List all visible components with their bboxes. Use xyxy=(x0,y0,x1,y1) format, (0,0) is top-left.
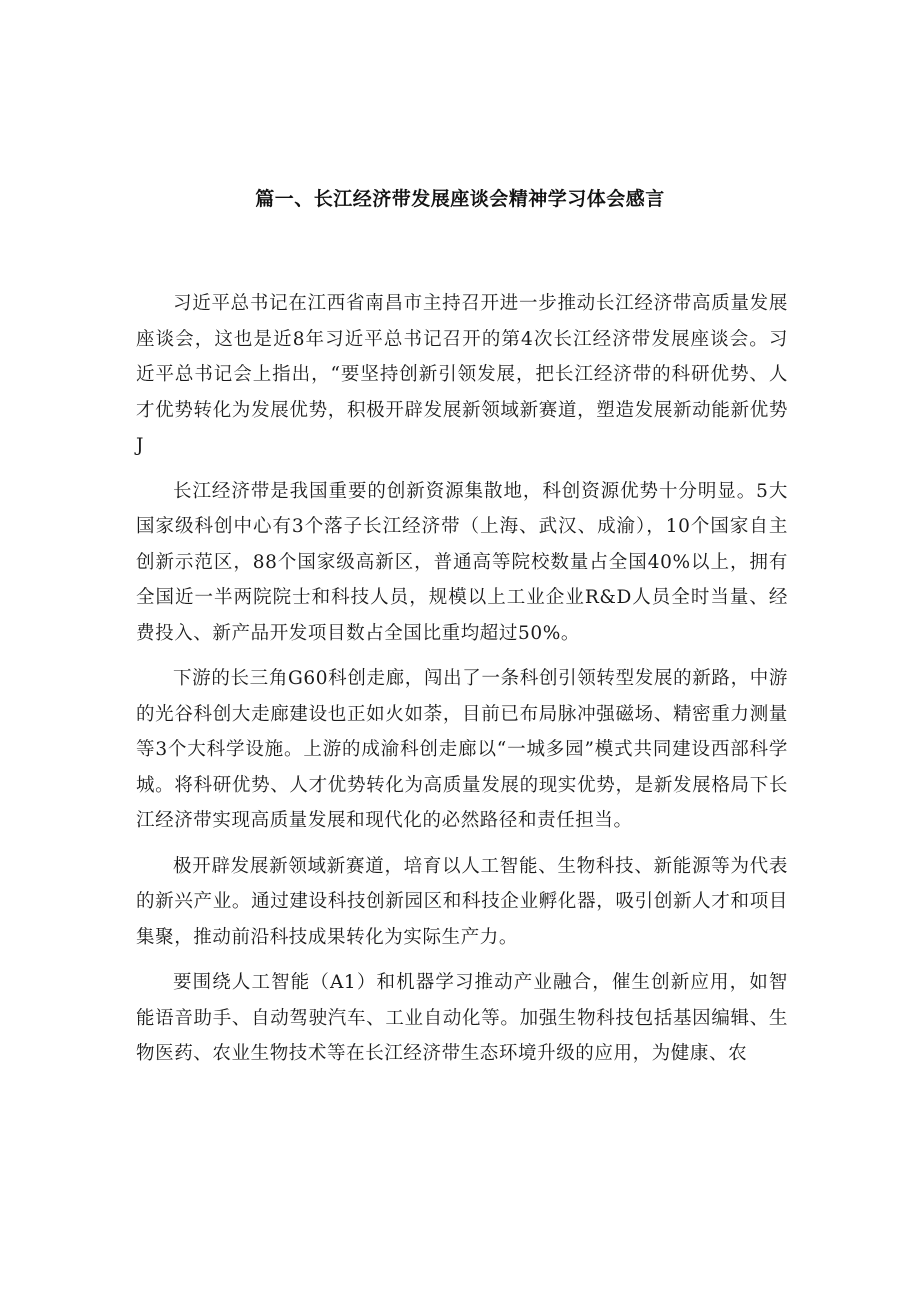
paragraph-1: 习近平总书记在江西省南昌市主持召开进一步推动长江经济带高质量发展座谈会，这也是近8年习近平总书记召开的第4次长江经济带发展座谈会。习近平总书记会上指出，“要坚持创新引领发展，把长江经济带的科研优势、人才优势转化为发展优势，积极开辟发展新领域新赛道，塑造发展新动能新优势J xyxy=(136,293,788,456)
paragraph-2: 长江经济带是我国重要的创新资源集散地，科创资源优势十分明显。5大国家级科创中心有3个落子长江经济带（上海、武汉、成渝），10个国家自主创新示范区，88个国家级高新区，普通高等院校数量占全国40%以上，拥有全国近一半两院院士和科技人员，规模以上工业企业R&D人员全时当量、经费投入、新产品开发项目数占全国比重均超过50%。 xyxy=(136,480,788,644)
document-body xyxy=(136,286,788,1082)
paragraph-3: 下游的长三角G60科创走廊，闯出了一条科创引领转型发展的新路，中游的光谷科创大走廊建设也正如火如荼，目前已布局脉冲强磁场、精密重力测量等3个大科学设施。上游的成渝科创走廊以“一城多园”模式共同建设西部科学城。将科研优势、人才优势转化为高质量发展的现实优势，是新发展格局下长江经济带实现高质量发展和现代化的必然路径和责任担当。 xyxy=(136,668,788,831)
paragraph-4: 极开辟发展新领域新赛道，培育以人工智能、生物科技、新能源等为代表的新兴产业。通过建设科技创新园区和科技企业孵化器，吸引创新人才和项目集聚，推动前沿科技成果转化为实际生产力。 xyxy=(136,855,788,948)
document-title: 篇一、长江经济带发展座谈会精神学习体会感言 xyxy=(255,188,665,210)
paragraph-5: 要围绕人工智能（A1）和机器学习推动产业融合，催生创新应用，如智能语音助手、自动驾驶汽车、工业自动化等。加强生物科技包括基因编辑、生物医药、农业生物技术等在长江经济带生态环境升级的应用，为健康、农 xyxy=(136,972,788,1064)
